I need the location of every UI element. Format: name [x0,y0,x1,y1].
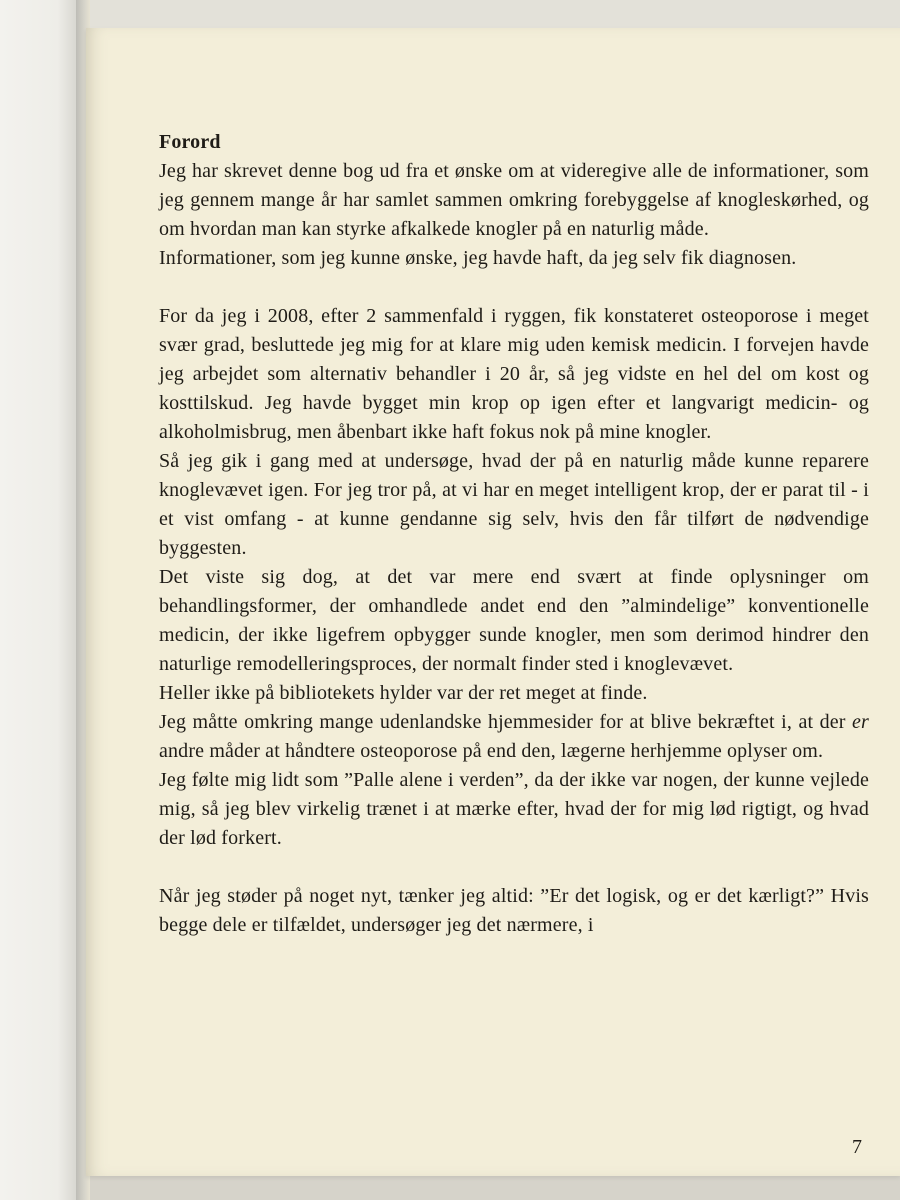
page-heading: Forord [159,131,221,153]
background-bottom [86,1176,900,1200]
paragraph-4: Så jeg gik i gang med at undersøge, hvad der på en naturlig måde kunne reparere knoglevævet igen. For jeg tror på, at vi har en meget intelligent krop, der er parat til - i et vist omfang - at kunne gendanne sig selv, hvis den får tilført de nødvendige byggesten. [159,450,869,559]
paragraph-9: Når jeg støder på noget nyt, tænker jeg altid: ”Er det logisk, og er det kærligt?” Hvis begge dele er tilfældet, undersøger jeg det nærmere, i [159,885,869,936]
page-body [159,128,869,940]
paragraph-7 [159,708,869,766]
paragraph-5: Det viste sig dog, at det var mere end svært at finde oplysninger om behandlingsformer, der omhandlede andet end den ”almindelige” konventionelle medicin, der ikke ligefrem opbygger sunde knogler, men som derimod hindrer den naturlige remodelleringsproces, der normalt finder sted i knoglevævet. [159,566,869,675]
paragraph-8: Jeg følte mig lidt som ”Palle alene i verden”, da der ikke var nogen, der kunne vejlede mig, så jeg blev virkelig trænet i at mærke efter, hvad der for mig lød rigtigt, og hvad der lød forkert. [159,769,869,849]
paragraph-6: Heller ikke på bibliotekets hylder var der ret meget at finde. [159,682,648,704]
paragraph-7-emphasis: er [852,711,869,733]
page-number: 7 [852,1136,862,1158]
background-top [86,0,900,28]
book-page [86,28,900,1176]
paragraph-1: Jeg har skrevet denne bog ud fra et ønske om at videregive alle de informationer, som jeg gennem mange år har samlet sammen omkring forebyggelse af knogleskørhed, og om hvordan man kan styrke afkalkede knogler på en naturlig måde. [159,160,869,240]
left-page-edge [0,0,82,1200]
paragraph-7-start: Jeg måtte omkring mange udenlandske hjemmesider for at blive bekræftet i, at der [159,711,853,733]
paragraph-7-end: andre måder at håndtere osteoporose på end den, lægerne herhjemme oplyser om. [159,740,824,762]
paragraph-3: For da jeg i 2008, efter 2 sammenfald i ryggen, fik konstateret osteoporose i meget svær grad, besluttede jeg mig for at klare mig uden kemisk medicin. I forvejen havde jeg arbejdet som alternativ behandler i 20 år, så jeg vidste en hel del om kost og kosttilskud. Jeg havde bygget min krop op igen efter et langvarigt medicin- og alkoholmisbrug, men åbenbart ikke haft fokus nok på mine knogler. [159,305,869,443]
paragraph-2: Informationer, som jeg kunne ønske, jeg havde haft, da jeg selv fik diagnosen. [159,247,797,269]
